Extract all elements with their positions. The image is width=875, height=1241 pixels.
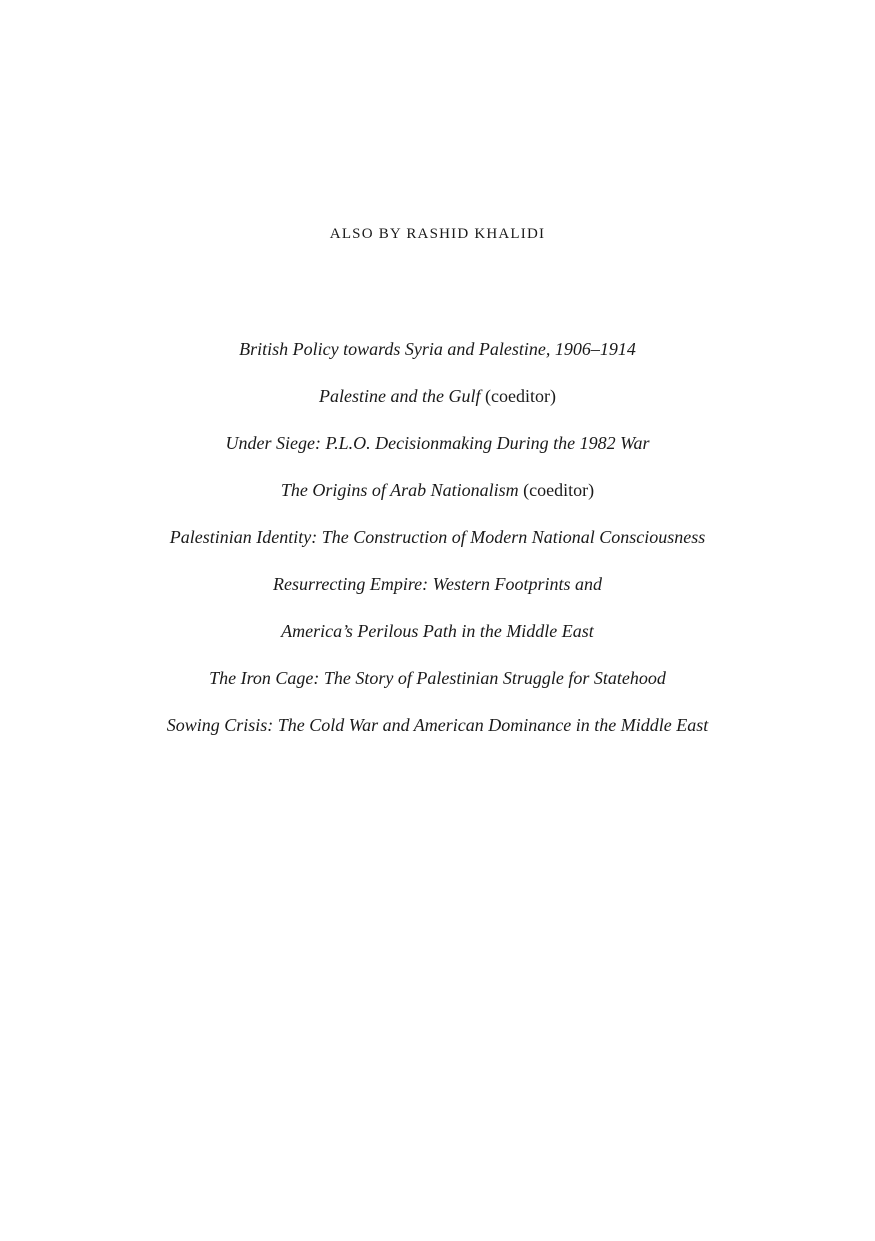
book-title: The Origins of Arab Nationalism: [280, 480, 519, 500]
book-item: [0, 383, 875, 430]
book-list: [0, 336, 875, 759]
book-title: America’s Perilous Path in the Middle East: [281, 621, 594, 641]
book-title: Resurrecting Empire: Western Footprints and: [273, 574, 602, 594]
book-title: Palestinian Identity: The Construction of Modern National Consciousness: [169, 527, 706, 547]
page-heading: ALSO BY RASHID KHALIDI: [329, 226, 546, 242]
book-note: (coeditor): [485, 386, 556, 406]
book-item: [0, 618, 875, 665]
book-title: The Iron Cage: The Story of Palestinian Struggle for Statehood: [209, 668, 666, 688]
book-item: [0, 336, 875, 383]
book-title: Sowing Crisis: The Cold War and American Dominance in the Middle East: [166, 715, 709, 735]
book-title: Under Siege: P.L.O. Decisionmaking During the 1982 War: [225, 433, 650, 453]
book-item: [0, 665, 875, 712]
book-item: [0, 712, 875, 759]
book-item: [0, 571, 875, 618]
book-item: [0, 524, 875, 571]
book-item: [0, 430, 875, 477]
book-item: [0, 477, 875, 524]
book-title: Palestine and the Gulf: [319, 386, 481, 406]
book-title: British Policy towards Syria and Palestine, 1906–1914: [239, 339, 636, 359]
book-note: (coeditor): [523, 480, 595, 500]
